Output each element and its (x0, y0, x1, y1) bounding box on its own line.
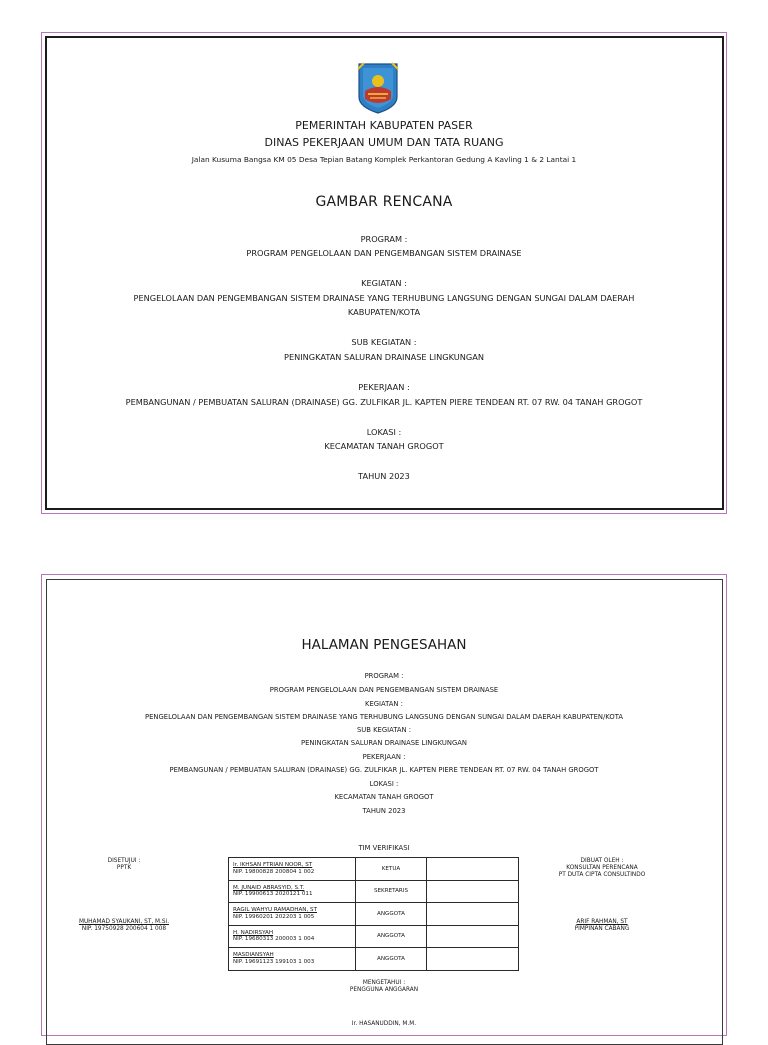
left-signatory-nip: NIP. 19750928 200604 1 008 (81, 926, 167, 932)
verifier-name: H. NADIRSYAH (233, 929, 274, 936)
approval-sub: PENINGKATAN SALURAN DRAINASE LINGKUNGAN (301, 739, 467, 747)
cover-kegiatan-line1: PENGELOLAAN DAN PENGEMBANGAN SISTEM DRAINASE YANG TERHUBUNG LANGSUNG DENGAN SUNGAI DALAM DAERAH (133, 293, 635, 303)
approval-pekerjaan: PEMBANGUNAN / PEMBUATAN SALURAN (DRAINASE) GG. ZULFIKAR JL. KAPTEN PIERE TENDEAN RT. 07 RW. 04 TANAH GROGOT (169, 766, 599, 774)
table-row (229, 880, 519, 903)
left-signatory-name: MUHAMAD SYAUKANI, ST, M.Si. (78, 919, 170, 925)
cover-sub-label: SUB KEGIATAN : (351, 337, 417, 347)
cover-sub: PENINGKATAN SALURAN DRAINASE LINGKUNGAN (284, 352, 484, 362)
verifier-nip: NIP. 19691123 199103 1 003 (233, 958, 315, 965)
cover-pekerjaan-label: PEKERJAAN : (358, 382, 410, 392)
verifier-nip: NIP. 19960201 202203 1 005 (233, 913, 315, 920)
label-budget-user: PENGGUNA ANGGARAN (349, 987, 419, 993)
verifier-role: SEKRETARIS (356, 880, 427, 903)
verifier-name: M. JUNAID ABRASYID, S.T. (233, 884, 305, 891)
verifier-role: ANGGOTA (356, 925, 427, 948)
left-signatory-labels (72, 858, 176, 872)
signature-cell (427, 880, 519, 903)
approval-title: HALAMAN PENGESAHAN (301, 637, 467, 653)
cover-year: TAHUN 2023 (358, 471, 410, 481)
verifier-nip: NIP. 19800828 200804 1 002 (233, 868, 315, 875)
cover-lokasi-label: LOKASI : (366, 427, 402, 437)
verifier-cell (229, 925, 356, 948)
table-row (229, 903, 519, 926)
table-row (229, 925, 519, 948)
verifier-name: Ir. IKHSAN FTRIAN NOOR, ST (233, 862, 313, 869)
label-acknowledged: MENGETAHUI : (362, 980, 406, 986)
verifier-cell (229, 903, 356, 926)
signature-cell (427, 925, 519, 948)
cover-government: PEMERINTAH KABUPATEN PASER (295, 119, 473, 132)
approval-sub-label: SUB KEGIATAN : (356, 726, 412, 734)
verifier-nip: NIP. 19680313 200003 1 004 (233, 936, 315, 943)
right-label-consultant: KONSULTAN PERENCANA (566, 865, 638, 871)
right-signatory (552, 919, 652, 933)
cover-lokasi: KECAMATAN TANAH GROGOT (324, 441, 444, 451)
cover-sheet (41, 32, 727, 514)
signature-cell (427, 858, 519, 881)
left-signatory (70, 919, 178, 933)
approval-lokasi: KECAMATAN TANAH GROGOT (334, 793, 434, 801)
right-label-company: PT DUTA CIPTA CONSULTINDO (558, 872, 646, 878)
verifier-cell (229, 880, 356, 903)
approval-kegiatan: PENGELOLAAN DAN PENGEMBANGAN SISTEM DRAINASE YANG TERHUBUNG LANGSUNG DENGAN SUNGAI DALAM DAERAH KABUPATEN/KOTA (145, 713, 623, 721)
right-signatory-labels (542, 858, 662, 879)
approval-year: TAHUN 2023 (362, 807, 406, 815)
table-row (229, 858, 519, 881)
verifier-nip: NIP. 19900613 2020121 011 (233, 891, 313, 898)
cover-department: DINAS PEKERJAAN UMUM DAN TATA RUANG (264, 136, 504, 149)
approval-pekerjaan-label: PEKERJAAN : (362, 753, 406, 761)
cover-program: PROGRAM PENGELOLAAN DAN PENGEMBANGAN SISTEM DRAINASE (246, 248, 522, 258)
verifier-role: ANGGOTA (356, 903, 427, 926)
verification-table (228, 857, 519, 971)
left-label-pptk: PPTK (116, 865, 132, 871)
verification-team-title: TIM VERIFIKASI (358, 844, 410, 852)
bottom-signatory-name: Ir. HASANUDDIN, M.M. (351, 1021, 417, 1027)
verifier-role: ANGGOTA (356, 948, 427, 971)
cover-program-label: PROGRAM : (360, 234, 408, 244)
approval-sheet (41, 574, 727, 1036)
signature-cell (427, 903, 519, 926)
paser-regency-emblem-icon (356, 61, 400, 115)
approval-lokasi-label: LOKASI : (369, 780, 399, 788)
right-signatory-name: ARIF RAHMAN, ST (576, 919, 628, 925)
left-label-approved: DISETUJUI : (107, 858, 141, 864)
approval-program: PROGRAM PENGELOLAAN DAN PENGEMBANGAN SISTEM DRAINASE (269, 686, 499, 694)
verifier-name: MASDIANSYAH (233, 952, 274, 959)
verifier-cell (229, 858, 356, 881)
cover-address: Jalan Kusuma Bangsa KM 05 Desa Tepian Batang Komplek Perkantoran Gedung A Kavling 1 & 2 Lantai 1 (191, 155, 577, 164)
cover-kegiatan-line2: KABUPATEN/KOTA (347, 307, 421, 317)
verifier-name: RAGIL WAHYU RAMADHAN, ST (233, 907, 318, 914)
verifier-cell (229, 948, 356, 971)
right-signatory-title: PIMPINAN CABANG (574, 926, 630, 932)
verifier-role: KETUA (356, 858, 427, 881)
cover-pekerjaan: PEMBANGUNAN / PEMBUATAN SALURAN (DRAINASE) GG. ZULFIKAR JL. KAPTEN PIERE TENDEAN RT. 07 RW. 04 TANAH GROGOT (125, 397, 643, 407)
cover-title: GAMBAR RENCANA (315, 194, 453, 210)
approval-kegiatan-label: KEGIATAN : (365, 700, 403, 708)
signature-cell (427, 948, 519, 971)
table-row (229, 948, 519, 971)
right-label-made-by: DIBUAT OLEH : (580, 858, 624, 864)
cover-kegiatan-label: KEGIATAN : (361, 278, 407, 288)
approval-program-label: PROGRAM : (364, 672, 404, 680)
bottom-signatory-labels (42, 980, 726, 994)
